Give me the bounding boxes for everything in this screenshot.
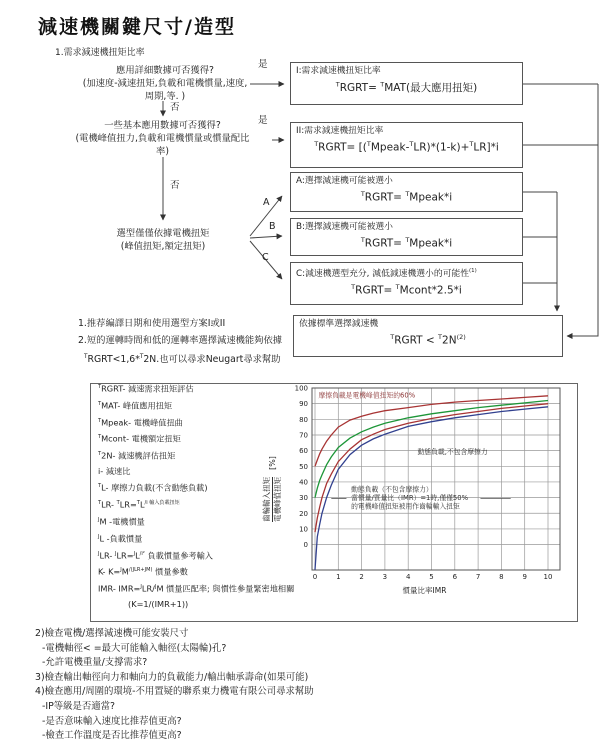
- legend-line: $^T$MAT- 峰值應用扭矩: [98, 400, 173, 411]
- footer-line: -IP等級是否適當?: [42, 700, 116, 712]
- box-formula: $^T$RGRT= $^T$Mcont*2.5*i: [351, 282, 462, 297]
- box-option-c: [290, 262, 523, 305]
- legend-line: i- 減速比: [98, 466, 131, 477]
- footer-line: -是否意味輸入速度比推荐值更高?: [42, 715, 182, 727]
- legend-line: (K=1/(IMR+1)): [128, 599, 189, 610]
- question-1-line: (加速度-減速扭矩,負載和電機慣量,速度,: [82, 78, 248, 89]
- x-tick-label: 4: [405, 573, 411, 581]
- chart-annotation: 動態負載（不包含摩擦力）: [351, 485, 433, 494]
- x-tick-label: 2: [359, 573, 364, 581]
- branch-label-b: B: [269, 221, 276, 232]
- legend-line: $^J$M -電機慣量: [98, 516, 145, 527]
- y-tick-label: 50: [299, 462, 308, 471]
- stub-box-abc: [523, 192, 557, 283]
- branch-label-c: C: [262, 252, 269, 263]
- y-tick-label: 0: [303, 541, 308, 550]
- note-line: 2.短的運轉時間和低的運轉率選擇減速機能夠依據: [78, 335, 283, 346]
- question-1: [55, 64, 275, 103]
- legend-line: IMR- IMR=$^J$LR/$^J$M 慣量匹配率; 與慣性參量緊密地相關: [98, 583, 295, 594]
- y-tick-label: 30: [299, 494, 308, 503]
- box-formula: $^T$RGRT < $^T2N^{(2)}$: [390, 333, 466, 347]
- x-tick-label: 3: [382, 573, 388, 581]
- x-tick-label: 6: [452, 573, 458, 581]
- no-label-2: 否: [170, 180, 180, 191]
- y-axis-unit: [%]: [267, 456, 277, 470]
- box-title: A:選擇減速機可能被選小: [296, 176, 393, 186]
- x-tick-label: 0: [312, 573, 318, 581]
- legend-line: $^T$Mcont- 電機額定扭矩: [98, 434, 181, 445]
- imr-ratio-chart: [261, 382, 576, 620]
- chart-annotation: 的電機峰值扭矩被用作齒輪輸入扭矩: [351, 502, 460, 511]
- note-line: 1.推荐編譯日期和使用選型方案I或II: [78, 318, 226, 329]
- y-axis-fraction: [262, 477, 283, 522]
- footer-line: 3)檢查輸出軸徑向力和軸向力的負載能力/輸出軸承壽命(如果可能): [35, 671, 309, 683]
- legend-line: $^T$Mpeak- 電機峰值扭曲: [98, 417, 183, 428]
- box-title: C:減速機選型充分, 減低減速機選小的可能性$^{(1)}$: [296, 268, 477, 279]
- legend-line: $^T$LR- $^TLR=^TL^{/i 輸入負載扭矩}$: [98, 499, 180, 510]
- legend-line: $^T$L- 摩擦力負載(不含動態負載): [98, 482, 208, 493]
- y-axis-denominator: 電機峰值扭矩: [272, 476, 282, 522]
- selection-notes: [78, 315, 282, 368]
- box-title: 依據標準選擇減速機: [299, 319, 379, 329]
- legend-line: $^J$L -負載慣量: [98, 533, 143, 544]
- box-requirement-2: [290, 122, 523, 168]
- y-tick-label: 60: [299, 447, 308, 456]
- fallback-line: (峰值扭矩,額定扭矩): [120, 241, 206, 252]
- page-title: 減速機關鍵尺寸/造型: [38, 16, 236, 38]
- question-1-line: 周期,等. ): [144, 91, 186, 102]
- stub-box1-box2: [523, 84, 598, 145]
- footer-line: -電機軸徑< =最大可能輸入軸徑(太陽輪)孔?: [42, 642, 227, 654]
- question-2-line: 率): [156, 146, 169, 157]
- legend-line: $^T$RGRT- 減速需求扭矩評估: [98, 383, 194, 394]
- box-formula: $^T$RGRT= $^T$Mpeak*i: [360, 190, 453, 204]
- y-axis-label: [254, 414, 290, 564]
- footer-line: -檢查工作溫度是否比推荐值更高?: [42, 730, 182, 742]
- box-formula: $^T$RGRT= [($^T$Mpeak-$^T$LR)*(1-k)+$^T$LR]*i: [314, 140, 499, 154]
- x-tick-label: 8: [499, 573, 504, 581]
- legend-line: K- $K=^JM^{/(JLR+JM)}$ 慣量參數: [98, 567, 188, 578]
- x-tick-label: 1: [336, 573, 341, 581]
- x-tick-label: 5: [429, 573, 434, 581]
- question-2-line: 一些基本應用數據可否獲得?: [104, 120, 221, 131]
- footer-line: -允許電機重量/支撐需求?: [42, 657, 148, 669]
- legend-line: $^J$LR- $^JLR=^JL^{/i^2}$ 負載慣量參考輸入: [98, 550, 213, 561]
- box-requirement-1: [290, 62, 523, 105]
- box-title: B:選擇減速機可能被選小: [296, 222, 393, 232]
- yes-label-2: 是: [258, 115, 268, 126]
- chart-annotation: 動態負載,不包含摩擦力: [417, 447, 488, 456]
- legend-line: $^T$2N- 減速機評估扭矩: [98, 451, 176, 462]
- plot-border: [312, 388, 560, 570]
- arrow-branch-b: [250, 236, 282, 238]
- y-tick-label: 100: [294, 384, 308, 393]
- footer-line: 2)檢查電機/選擇減速機可能安裝尺寸: [35, 628, 189, 639]
- checklist-footer: [35, 627, 314, 744]
- y-tick-label: 40: [299, 478, 308, 487]
- chart-annotation: 摩擦負載是電機峰值扭矩的60%: [318, 391, 416, 400]
- branch-label-a: A: [263, 197, 270, 208]
- section-label: 1.需求減速機扭矩比率: [55, 48, 145, 58]
- question-2: [40, 119, 285, 158]
- x-tick-label: 10: [543, 573, 553, 581]
- box-final-selection: [293, 315, 563, 357]
- box-title: II:需求減速機扭矩比率: [296, 126, 384, 136]
- y-tick-label: 80: [299, 415, 308, 424]
- y-tick-label: 70: [299, 431, 308, 440]
- chart-annotation: 慣量比率IMR: [402, 586, 447, 595]
- box-option-a: [290, 172, 523, 212]
- footer-line: 4)檢查應用/周圍的環境-不用置疑的聯系東力機電有限公司尋求幫助: [35, 686, 314, 698]
- yes-label-1: 是: [258, 59, 268, 70]
- box-option-b: [290, 218, 523, 256]
- x-tick-label: 7: [475, 573, 481, 581]
- y-tick-label: 90: [299, 400, 308, 409]
- y-tick-label: 20: [299, 509, 308, 518]
- fallback-option: [75, 227, 251, 253]
- question-1-line: 應用詳細數據可否獲得?: [116, 65, 214, 76]
- y-tick-label: 10: [299, 525, 308, 534]
- x-tick-label: 9: [522, 573, 527, 581]
- trunk-right-outer: [567, 84, 598, 336]
- question-2-line: (電機峰值扭力,負載和電機慣量或慣量配比: [75, 133, 250, 144]
- fallback-line: 選型僅僅依據電機扭矩: [116, 228, 210, 239]
- chart-annotation: 當慣量/質量比（IMR）=1時,僅僅50%: [351, 493, 469, 502]
- y-axis-numerator: 齒輪輸入扭矩: [261, 476, 271, 522]
- box-title: I:需求減速機扭矩比率: [296, 66, 381, 76]
- box-formula: $^T$RGRT= $^T$Mpeak*i: [360, 236, 453, 250]
- no-label-1: 否: [170, 102, 180, 113]
- note-line: $^T$RGRT<1,6*$^T$2N.也可以尋求Neugart尋求幫助: [84, 354, 281, 366]
- box-formula: $^T$RGRT= $^T$MAT(最大應用扭矩): [335, 80, 478, 94]
